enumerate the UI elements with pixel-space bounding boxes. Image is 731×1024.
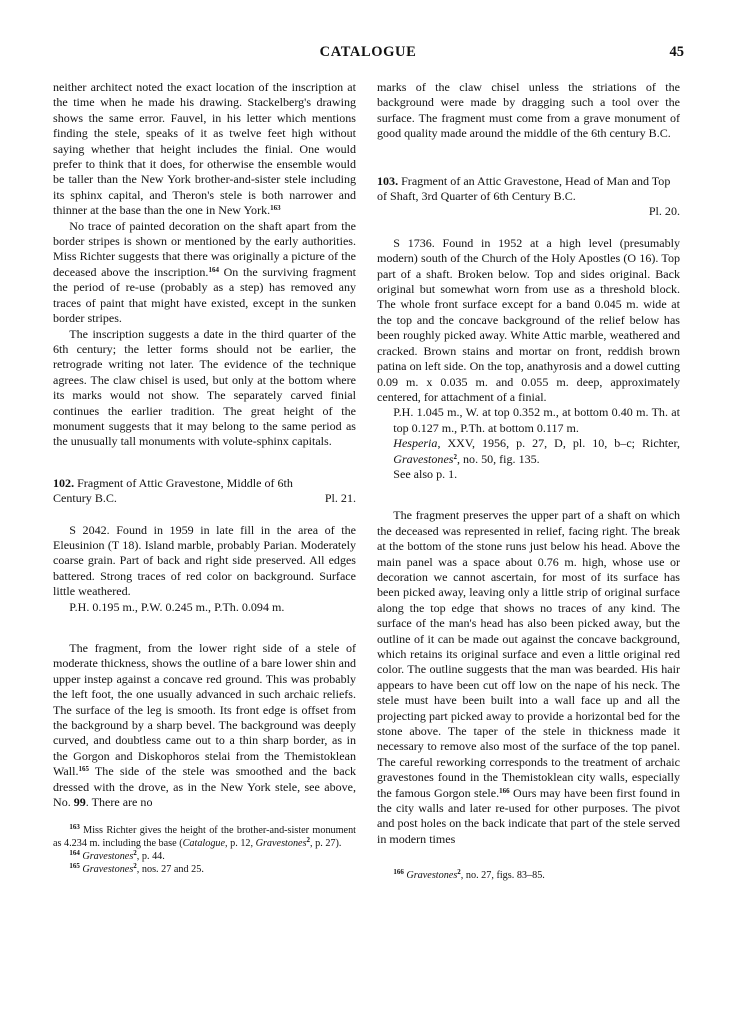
entry-title: Fragment of an Attic Gravestone, Head of Man and Top of Shaft, 3rd Quarter of 6th Century [377, 173, 671, 204]
running-title: CATALOGUE [319, 44, 417, 60]
edition-sup: 2 [133, 862, 137, 871]
book-title: Gravestones [393, 451, 454, 466]
paragraph-text: Ours may have been first found in the city walls and later re-used for other purposes. The pivot and post holes on the back indicate that part of the stele served in modern times [377, 785, 680, 846]
entry-bibliography [377, 436, 680, 467]
edition-sup: 2 [457, 868, 461, 877]
footnote-title: Catalogue [182, 838, 226, 850]
paragraph-text: . There are no [85, 795, 153, 810]
bibliography-text: , no. 50, fig. 135. [457, 451, 540, 466]
footnote-ref: 165 [78, 765, 89, 774]
footnote-text: , p. 44. [136, 851, 165, 863]
journal-title: Hesperia [393, 436, 438, 451]
entry-title: Century [53, 491, 95, 506]
entry-number: 103. [377, 173, 399, 188]
paragraph: The inscription suggests a date in the third quarter of the 6th century; the letter forms should not be earlier, the retrograde writing not later. The evidence of the technique agrees. The claw chisel is used, but only at the bottom where its marks would not show. The separately carved finial continues the earlier tradition. The great height of the monument suggests that it may belong to the same period as the unusually tall monuments with volute-sphinx capitals. [53, 326, 356, 449]
entry-heading [377, 174, 680, 205]
entry-description: S 2042. Found in 1959 in late fill in the area of the Eleusinion (T 18). Island marble, probably Parian. Moderately coarse grain. Part of back and right side preserved. All edges battered. Strong traces of red color on background. Surface little weathered. [53, 522, 356, 599]
paragraph-text: The fragment, from the lower right side of a stele of moderate thickness, shows the outline of a bare lower shin and upper instep against a concave red ground. This was probably the left foot, the one usually advanced in such archaic reliefs. The surface of the leg is smooth. Its front edge is offset from the background by a sharp bevel. The background was deeply curved, and doubtless came out to a thin sharp border, as in the Gorgon and Diskophoros stelai from the Themistoklean Wall. [53, 641, 356, 779]
entry-measurements: P.H. 0.195 m., P.W. 0.245 m., P.Th. 0.094 m. [69, 599, 285, 614]
left-column [53, 80, 356, 876]
footnote-text: , p. 12, [225, 838, 256, 850]
era-label: B.C. [94, 491, 117, 506]
footnote [377, 869, 680, 882]
footnote-text: Miss Richter gives the height of the brother-and-sister monument as 4.234 m. including the base ( [53, 825, 356, 850]
footnote-title: Gravestones [406, 870, 458, 882]
page-number: 45 [669, 44, 684, 60]
edition-sup: 2 [133, 849, 137, 858]
footnote-text: , nos. 27 and 25. [136, 864, 204, 876]
footnote-ref: 166 [499, 786, 510, 795]
paragraph-text: The side of the stele was smoothed and the back dressed with the drove, as in the New York stele, see above, No. [53, 764, 356, 810]
paragraph [377, 508, 680, 847]
footnote-number: 164 [69, 849, 80, 858]
entry-heading [53, 476, 356, 491]
footnote [53, 863, 356, 876]
paragraph-text: No trace of painted decoration on the shaft apart from the border stripes is shown or mentioned by the early authorities. Miss Richter suggests that there was originally a picture of the deceased above the inscription. [53, 218, 356, 279]
era-label: B.C. [553, 189, 576, 204]
footnote-ref: 163 [270, 204, 281, 213]
footnote-number: 163 [69, 823, 80, 832]
footnote-number: 165 [69, 862, 80, 871]
footnotes [377, 869, 680, 882]
footnote [53, 824, 356, 850]
plate-line [377, 204, 680, 219]
see-also: See also p. 1. [393, 466, 458, 481]
footnote [53, 850, 356, 863]
paragraph-text: The fragment preserves the upper part of a shaft on which the deceased was represented in relief, facing right. The break at the bottom of the stone runs just below his head. Above the main panel was a space about 0.76 m. high, whose use or decoration we cannot ascertain, for most of its surface has been picked away, leaving only a little strip of original surface along the top edge that shows no traces of any kind. The surface of the man's head has also been picked away, but the outline of it can be made out against the concave background, which retains its original surface and even a little original red color. The outline suggests that the man was bearded. His hair appears to have been cut off low on the nape of his neck. The stele must have been built into a wall face up and all the projecting part picked away to provide a horizontal bed for the stone above. The taper of the stele in thickness made it necessary to remove also most of the surface of the top panel. The careful reworking corresponds to the treatment of archaic gravestones found in the Themistoklean city walls, especially the famous Gorgon stele. [377, 508, 680, 800]
footnote-ref: 164 [208, 265, 219, 274]
edition-sup: 2 [306, 836, 311, 845]
footnote-title: Gravestones [82, 851, 134, 863]
paragraph [53, 219, 356, 327]
entry-measurements: P.H. 1.045 m., W. at top 0.352 m., at bottom 0.40 m. Th. at top 0.127 m., P.Th. at bottom 0.117 m. [393, 405, 680, 435]
paragraph-text: neither architect noted the exact location of the inscription at the time when he made his drawing. Stackelberg's drawing shows the same error. Fauvel, in his letter which mentions finding the stele, speaks of it as twelve feet high without saying whether that height includes the finial. One would prefer to think that it does, for otherwise the ensemble would be taller than the New York brother-and-sister stele including its sphinx capital, and Theron's stele is both narrower and thinner at the base than the one in New York. [53, 80, 356, 218]
footnote-title: Gravestones [255, 838, 307, 850]
page-header [52, 44, 684, 64]
paragraph [377, 80, 680, 142]
footnote-text: , p. 27). [310, 838, 342, 850]
paragraph-text: marks of the claw chisel unless the striations of the background were made by dragging such a tool over the surface. The fragment must come from a grave monument of good quality made around the middle of the 6th century [377, 80, 680, 141]
entry-cross-ref: 99 [73, 795, 86, 810]
paragraph-text: On the surviving fragment the period of re-use (probably as a step) has removed any traces of paint that might have existed, except in the sunken border stripes. [53, 264, 356, 326]
entry-number: 102. [53, 475, 75, 490]
plate-ref: Pl. 21. [324, 491, 356, 506]
right-column [377, 80, 680, 882]
plate-ref: Pl. 20. [648, 204, 680, 219]
catalogue-entry-103 [377, 174, 680, 483]
era-label: B.C. [648, 126, 671, 141]
entry-description: S 1736. Found in 1952 at a high level (presumably modern) south of the Church of the Holy Apostles (O 16). Top part of a shaft. Broken below. Top and sides original. Back original but somewhat worn from use as a threshold block. The whole front surface except for a band 0.045 m. wide at the top and the concave background of the relief below has been roughly picked away. White Attic marble, weathered and cracked. Brown stains and mortar on front, reddish brown patina on left side. On the top, anathyrosis and a dowel cutting 0.09 m. x 0.035 m. and 0.055 m. deep, approximately centered, for attachment of a finial. [377, 235, 680, 404]
catalogue-entry-102 [53, 476, 356, 615]
entry-heading-line [53, 491, 356, 506]
footnote-number: 166 [393, 868, 404, 877]
edition-sup: 2 [453, 452, 457, 461]
entry-title: Fragment of Attic Gravestone, Middle of 6th [77, 475, 293, 490]
paragraph [53, 80, 356, 219]
paragraph [53, 641, 356, 810]
footnote-text: , no. 27, figs. 83–85. [460, 870, 545, 882]
bibliography-text: , XXV, 1956, p. 27, D, pl. 10, b–c; Richter, [437, 436, 680, 451]
footnote-title: Gravestones [82, 864, 134, 876]
footnotes [53, 824, 356, 876]
